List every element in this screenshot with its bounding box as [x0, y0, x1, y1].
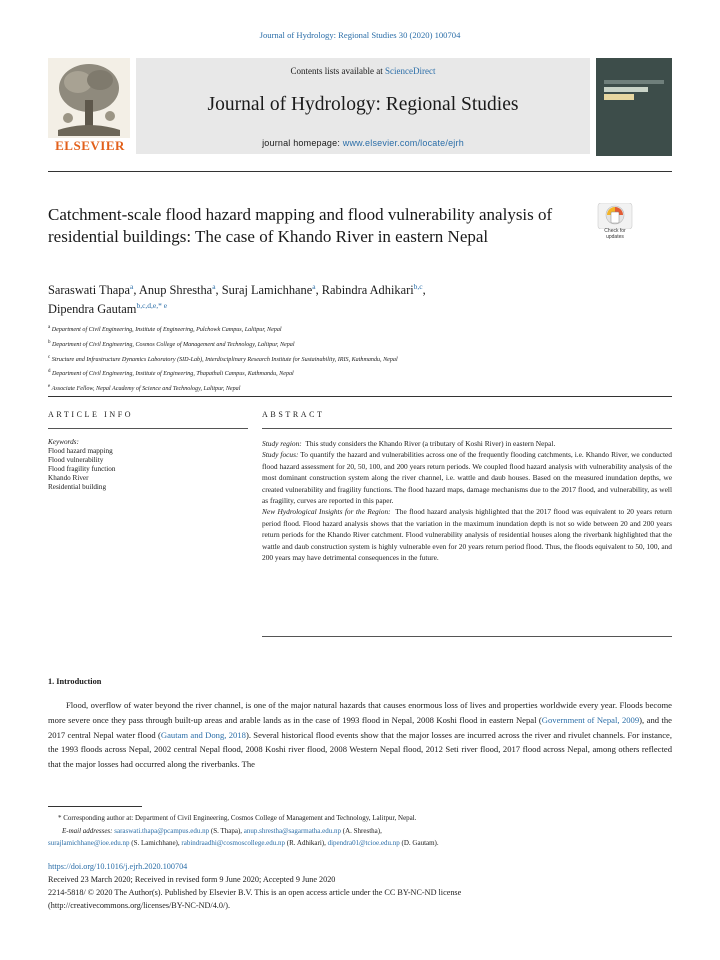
email-link[interactable]: rabindraadhi@cosmoscollege.edu.np — [181, 839, 286, 848]
journal-cover-thumbnail[interactable] — [596, 58, 672, 156]
email-owner: (D. Gautam). — [399, 839, 439, 848]
contents-prefix: Contents lists available at — [290, 66, 385, 76]
email-owner: (S. Thapa), — [209, 826, 244, 835]
publication-info — [48, 860, 688, 912]
affiliation-text: Department of Civil Engineering, Institute of Engineering, Thapathali Campus, Kathmandu, Nepal — [52, 371, 294, 378]
abstract-heading: ABSTRACT — [262, 410, 325, 419]
author-affil-sup[interactable]: b,c,d,e,* e — [136, 301, 168, 311]
article-info-heading: ARTICLE INFO — [48, 410, 134, 419]
affiliation-text: Associate Fellow, Nepal Academy of Science and Technology, Lalitpur, Nepal — [51, 386, 241, 393]
check-updates-icon — [594, 203, 636, 229]
badge-line1: Check for — [604, 228, 626, 234]
author-name[interactable]: Saraswati Thapa — [48, 283, 131, 298]
email-owner: (A. Shrestha), — [341, 826, 382, 835]
affiliation-sup: c — [48, 354, 51, 360]
abstract-insights-text: The flood hazard analysis highlighted that the 2017 flood was equivalent to 20 years return period flood. Flood hazard analysis shows that the variation in the maximum inundation depth is not so wide between 20 and 200 years return periods for the Khando River catchment. Flood vulnerability analysis of residential houses along the riverbank highlighted that the wattle and daub construction system is highly vulnerable even for 20 years return period flood. Thus, the floods equivalent to 50, 100, and 200 years may have detrimental consequences in the future. — [262, 507, 673, 563]
article-info-rule — [48, 428, 248, 429]
journal-homepage-line — [136, 138, 590, 148]
article-title: Catchment-scale flood hazard mapping and flood vulnerability analysis of residential buildings: The case of Khando River in eastern Nepal — [48, 205, 553, 246]
journal-header-box — [136, 58, 590, 154]
journal-banner — [48, 58, 588, 156]
affiliation-sup: b — [48, 339, 51, 345]
footnotes — [48, 812, 688, 850]
keyword-item: Flood fragility function — [48, 465, 116, 473]
header-divider — [48, 171, 672, 172]
affiliation-item — [48, 381, 688, 396]
doi-link[interactable]: https://doi.org/10.1016/j.ejrh.2020.100704 — [48, 862, 188, 871]
email-line — [48, 837, 688, 850]
corresponding-author-note: * Corresponding author at: Department of Civil Engineering, Cosmos College of Management and Technology, Lalitpur, Nepal. — [58, 814, 417, 822]
cover-art — [604, 80, 664, 104]
homepage-link[interactable]: www.elsevier.com/locate/ejrh — [342, 138, 464, 148]
cover-title-graphic — [604, 80, 664, 104]
citation-link[interactable]: Gautam and Dong, 2018 — [160, 729, 246, 740]
email-link[interactable]: surajlamichhane@ioe.edu.np — [48, 839, 130, 848]
journal-name[interactable]: Journal of Hydrology: Regional Studies — [207, 94, 519, 115]
affiliation-sup: d — [48, 369, 51, 375]
email-link[interactable]: saraswati.thapa@pcampus.edu.np — [114, 826, 210, 835]
author-list: Saraswati Thapa$^a$, Anup Shrestha$^a$, Suraj Lamichhane$^a$, Rabindra Adhikari$^{b,c}$, Dipendra Gautam$^{b,c,d,e,* e}$ — [48, 282, 426, 317]
affiliation-list — [48, 322, 688, 396]
abstract-body — [262, 438, 672, 563]
email-owner: (R. Adhikari), — [285, 839, 328, 848]
badge-line2: updates — [606, 233, 624, 240]
homepage-prefix: journal homepage: — [262, 138, 343, 148]
contents-line — [136, 66, 590, 76]
affiliation-sup: e — [48, 384, 51, 390]
sciencedirect-link[interactable]: ScienceDirect — [385, 66, 436, 76]
author-name[interactable]: Rabindra Adhikari — [321, 283, 414, 298]
elsevier-tree-icon — [48, 58, 130, 138]
intro-text-3: ). Several historical flood events show that the major losses are incurred across the river and rivulet channels. For instance, the 1993 floods across Nepal, 2002 central Nepal flood, 2008 Koshi river flood, 2008 Western Nepal flood, 2012 Seti river flood, 2017 flood across Nepal, among others reflected that the major losses had occurred along the riverbanks. The — [48, 729, 672, 770]
journal-reference[interactable]: Journal of Hydrology: Regional Studies 30 (2020) 100704 — [259, 30, 461, 40]
abstract-region-text: This study considers the Khando River (a tributary of Koshi River) in eastern Nepal. — [305, 439, 556, 448]
abstract-insights-label: New Hydrological Insights for the Region: — [262, 507, 391, 517]
author-name[interactable]: Suraj Lamichhane — [221, 283, 313, 298]
author-affil-sup[interactable]: a — [312, 282, 316, 291]
abstract-end-rule — [262, 636, 672, 637]
email-link[interactable]: anup.shrestha@sagarmatha.edu.np — [243, 826, 342, 835]
email-owner: (S. Lamichhane), — [129, 839, 182, 848]
abstract-focus — [262, 449, 672, 506]
abstract-focus-text: To quantify the hazard and vulnerabilities across one of the frequently flooding catchments, i.e. Khando River, we conducted flood hazard assessment for 20, 50, 100, and 200 years return periods. We coupled flood hazard analysis with vulnerability analysis of the most dominant construction system along the river channel, i.e. wattle and daub houses. Based on the measured inundation depths, we created vulnerability and fragility functions. The flood hazard maps, damage mechanisms due to the 2017 flood, and vulnerability, as well as fragility, curves are reported in this paper. — [262, 450, 672, 506]
abstract-focus-label: Study focus: — [262, 450, 299, 460]
abstract-region — [262, 438, 672, 449]
badge-label — [594, 229, 636, 240]
abstract-insights — [262, 506, 672, 563]
publisher-wordmark: ELSEVIER — [55, 138, 125, 153]
license-text: 2214-5818/ © 2020 The Author(s). Published by Elsevier B.V. This is an open access article under the CC BY-NC-ND license — [48, 888, 462, 897]
introduction-heading: 1. Introduction — [48, 677, 102, 686]
abstract-region-label: Study region: — [262, 439, 302, 448]
keyword-item: Khando River — [48, 474, 89, 482]
intro-text-1: Flood, overflow of water beyond the river channel, is one of the major natural hazards that causes enormous loss of lives and properties worldwide every year. Floods become more severe once they pass through built-up areas and arable lands as in the case of 1993 flood in Nepal, 2008 Koshi flood in eastern Nepal ( — [48, 700, 672, 725]
citation-link[interactable]: Government of Nepal, 2009 — [541, 714, 640, 725]
license-url[interactable]: (http://creativecommons.org/licenses/BY-NC-ND/4.0/). — [48, 901, 230, 910]
keywords-block — [48, 438, 248, 492]
email-link[interactable]: dipendra01@tcioe.edu.np — [327, 839, 400, 848]
affiliation-item — [48, 352, 688, 367]
author-name[interactable]: Anup Shrestha — [138, 283, 213, 298]
author-affil-sup[interactable]: a — [212, 282, 216, 291]
check-for-updates-badge[interactable] — [594, 203, 636, 243]
email-line — [48, 825, 688, 838]
affiliation-item — [48, 337, 688, 352]
elsevier-logo[interactable] — [48, 58, 130, 154]
keywords-label: Keywords: — [48, 438, 79, 446]
keyword-item: Flood hazard mapping — [48, 447, 113, 455]
email-label: E-mail addresses: — [62, 826, 113, 835]
author-affil-sup[interactable]: b,c — [413, 282, 423, 291]
metadata-divider — [48, 396, 672, 397]
received-dates: Received 23 March 2020; Received in revised form 9 June 2020; Accepted 9 June 2020 — [48, 875, 336, 884]
affiliation-text: Department of Civil Engineering, Institute of Engineering, Pulchowk Campus, Lalitpur, Nepal — [51, 327, 282, 334]
keyword-item: Flood vulnerability — [48, 456, 104, 464]
keyword-item: Residential building — [48, 483, 107, 491]
introduction-paragraph — [48, 698, 672, 772]
author-affil-sup[interactable]: a — [130, 282, 134, 291]
affiliation-text: Department of Civil Engineering, Cosmos College of Management and Technology, Lalitpur, Nepal — [52, 341, 295, 348]
author-name[interactable]: Dipendra Gautam — [48, 302, 137, 317]
affiliation-item — [48, 366, 688, 381]
affiliation-item — [48, 322, 688, 337]
intro-text-2: ), and the 2017 central Nepal water flood ( — [48, 714, 672, 740]
affiliation-text: Structure and Infrastructure Dynamics Laboratory (SID-Lab), Interdisciplinary Research Institute for Sustainability, IRIS, Kathmandu, Nepal — [51, 356, 398, 363]
affiliation-sup: a — [48, 325, 51, 330]
abstract-rule — [262, 428, 672, 429]
footnote-rule — [48, 806, 142, 807]
